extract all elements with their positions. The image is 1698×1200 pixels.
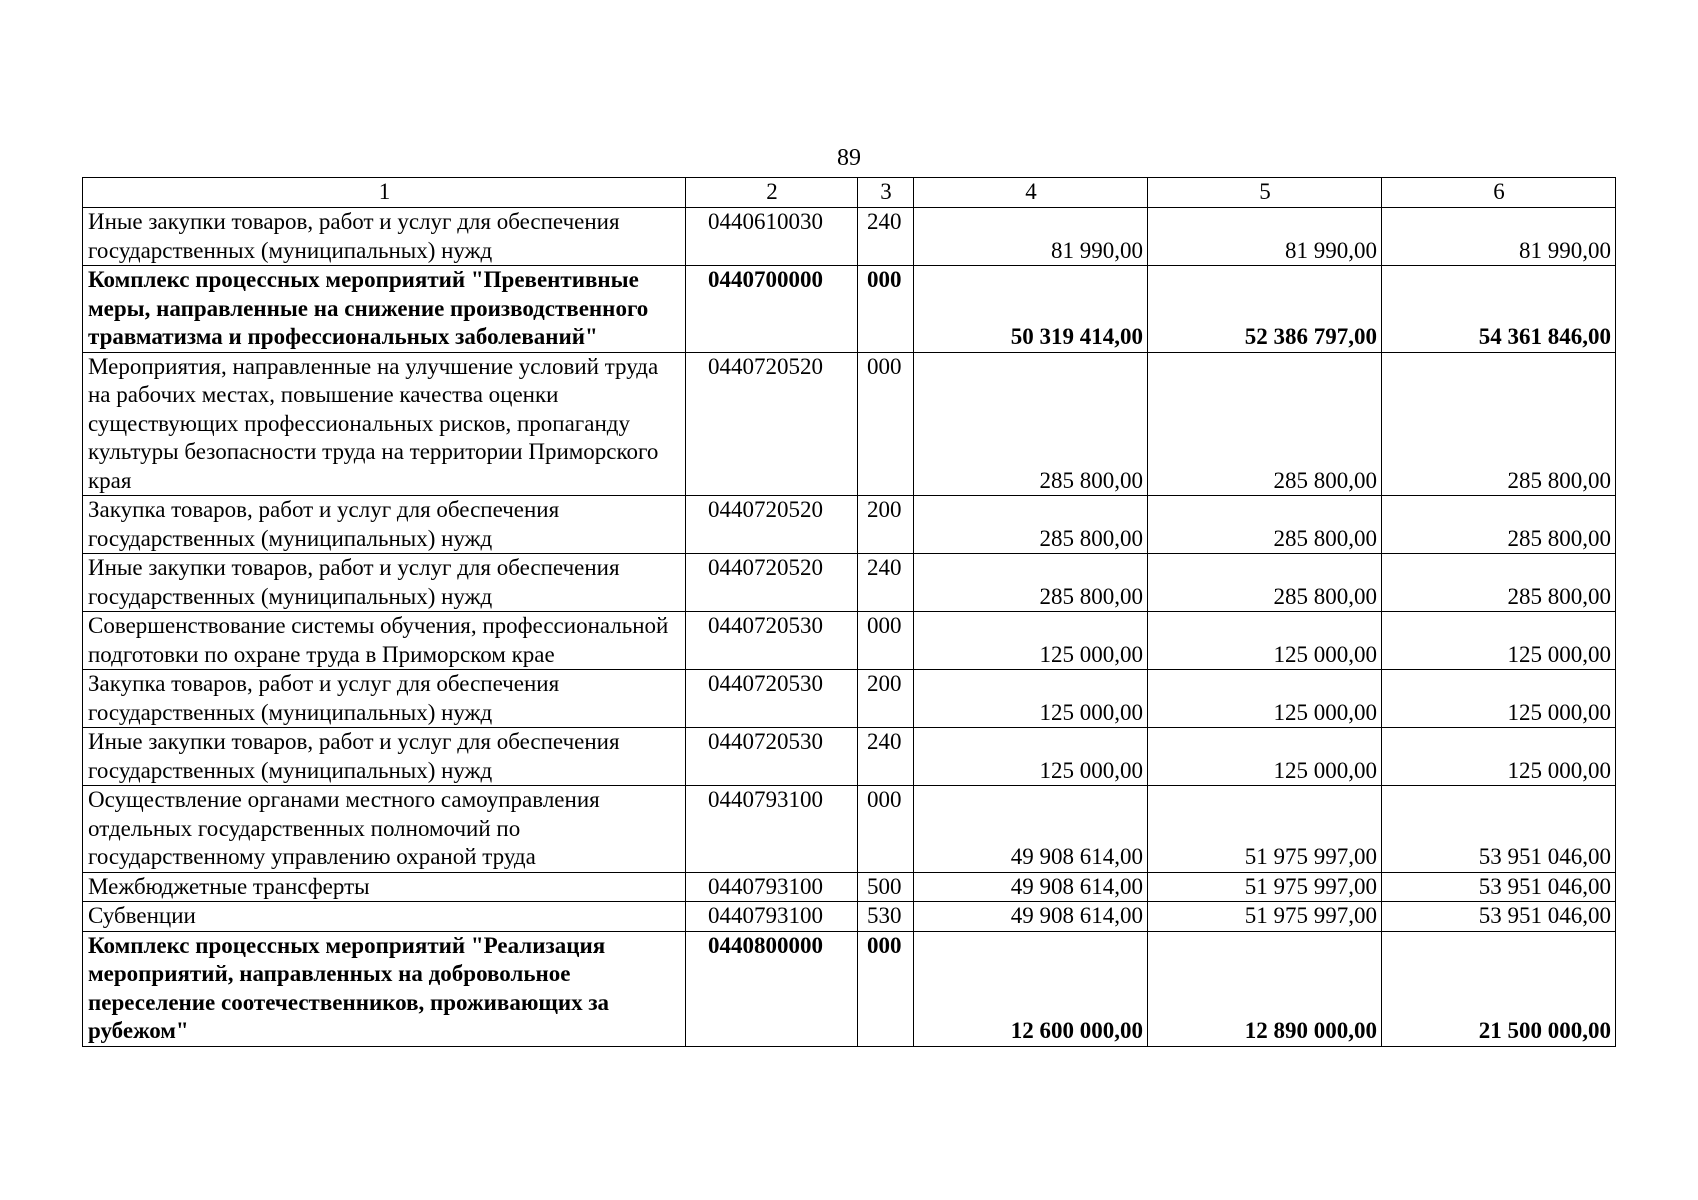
row-amount-3: 125 000,00 [1382, 728, 1616, 786]
row-amount-1: 49 908 614,00 [914, 786, 1148, 873]
row-name: Межбюджетные трансферты [83, 872, 686, 902]
row-type: 240 [858, 554, 914, 612]
column-header-2: 2 [686, 178, 858, 208]
row-name: Закупка товаров, работ и услуг для обеспечения государственных (муниципальных) нужд [83, 670, 686, 728]
row-amount-3: 53 951 046,00 [1382, 786, 1616, 873]
row-amount-3: 125 000,00 [1382, 670, 1616, 728]
row-amount-1: 49 908 614,00 [914, 872, 1148, 902]
header-row [83, 178, 1616, 208]
row-code: 0440720530 [686, 670, 858, 728]
row-amount-1: 12 600 000,00 [914, 931, 1148, 1046]
table-row [83, 670, 1616, 728]
row-code: 0440793100 [686, 786, 858, 873]
row-type: 000 [858, 612, 914, 670]
table-row [83, 352, 1616, 496]
table-row [83, 612, 1616, 670]
row-name: Совершенствование системы обучения, профессиональной подготовки по охране труда в Приморском крае [83, 612, 686, 670]
table-row [83, 728, 1616, 786]
row-name: Иные закупки товаров, работ и услуг для обеспечения государственных (муниципальных) нужд [83, 728, 686, 786]
table-row [83, 208, 1616, 266]
column-header-4: 4 [914, 178, 1148, 208]
row-amount-3: 285 800,00 [1382, 352, 1616, 496]
row-amount-2: 125 000,00 [1148, 612, 1382, 670]
row-type: 000 [858, 352, 914, 496]
row-amount-2: 81 990,00 [1148, 208, 1382, 266]
table-row [83, 872, 1616, 902]
row-amount-2: 125 000,00 [1148, 670, 1382, 728]
row-amount-3: 54 361 846,00 [1382, 266, 1616, 353]
row-amount-3: 53 951 046,00 [1382, 902, 1616, 932]
column-header-5: 5 [1148, 178, 1382, 208]
row-code: 0440793100 [686, 872, 858, 902]
row-amount-3: 81 990,00 [1382, 208, 1616, 266]
row-type: 500 [858, 872, 914, 902]
row-name: Субвенции [83, 902, 686, 932]
row-amount-2: 12 890 000,00 [1148, 931, 1382, 1046]
row-code: 0440720520 [686, 352, 858, 496]
row-code: 0440700000 [686, 266, 858, 353]
row-type: 530 [858, 902, 914, 932]
table-row [83, 902, 1616, 932]
row-type: 000 [858, 266, 914, 353]
row-name: Иные закупки товаров, работ и услуг для обеспечения государственных (муниципальных) нужд [83, 208, 686, 266]
table-row [83, 496, 1616, 554]
column-header-1: 1 [83, 178, 686, 208]
row-amount-2: 285 800,00 [1148, 496, 1382, 554]
row-code: 0440720530 [686, 728, 858, 786]
row-name: Осуществление органами местного самоуправления отдельных государственных полномочий по государственному управлению охраной труда [83, 786, 686, 873]
page-number: 89 [837, 145, 861, 171]
table-row [83, 266, 1616, 353]
row-amount-1: 81 990,00 [914, 208, 1148, 266]
row-name: Мероприятия, направленные на улучшение условий труда на рабочих местах, повышение качества оценки существующих профессиональных рисков, пропаганду культуры безопасности труда на территории Приморского края [83, 352, 686, 496]
row-amount-1: 125 000,00 [914, 670, 1148, 728]
row-amount-2: 51 975 997,00 [1148, 902, 1382, 932]
row-code: 0440720530 [686, 612, 858, 670]
row-type: 000 [858, 931, 914, 1046]
row-amount-1: 125 000,00 [914, 612, 1148, 670]
row-type: 240 [858, 728, 914, 786]
column-header-3: 3 [858, 178, 914, 208]
budget-table [82, 177, 1616, 1047]
row-amount-1: 50 319 414,00 [914, 266, 1148, 353]
row-amount-3: 53 951 046,00 [1382, 872, 1616, 902]
table-row [83, 931, 1616, 1046]
row-type: 200 [858, 670, 914, 728]
row-amount-1: 285 800,00 [914, 496, 1148, 554]
table-row [83, 786, 1616, 873]
row-amount-2: 285 800,00 [1148, 554, 1382, 612]
row-amount-3: 125 000,00 [1382, 612, 1616, 670]
row-type: 000 [858, 786, 914, 873]
row-type: 200 [858, 496, 914, 554]
row-amount-2: 51 975 997,00 [1148, 872, 1382, 902]
table-row [83, 554, 1616, 612]
row-amount-1: 125 000,00 [914, 728, 1148, 786]
row-name: Комплекс процессных мероприятий "Реализация мероприятий, направленных на добровольное переселение соотечественников, проживающих за рубежом" [83, 931, 686, 1046]
row-amount-1: 285 800,00 [914, 352, 1148, 496]
row-name: Закупка товаров, работ и услуг для обеспечения государственных (муниципальных) нужд [83, 496, 686, 554]
row-code: 0440800000 [686, 931, 858, 1046]
row-amount-1: 285 800,00 [914, 554, 1148, 612]
row-amount-3: 285 800,00 [1382, 496, 1616, 554]
row-amount-3: 21 500 000,00 [1382, 931, 1616, 1046]
row-name: Комплекс процессных мероприятий "Превентивные меры, направленные на снижение производственного травматизма и профессиональных заболеваний" [83, 266, 686, 353]
row-amount-2: 52 386 797,00 [1148, 266, 1382, 353]
row-code: 0440720520 [686, 496, 858, 554]
row-amount-1: 49 908 614,00 [914, 902, 1148, 932]
row-type: 240 [858, 208, 914, 266]
row-name: Иные закупки товаров, работ и услуг для обеспечения государственных (муниципальных) нужд [83, 554, 686, 612]
row-amount-2: 125 000,00 [1148, 728, 1382, 786]
row-amount-3: 285 800,00 [1382, 554, 1616, 612]
column-header-6: 6 [1382, 178, 1616, 208]
row-code: 0440610030 [686, 208, 858, 266]
row-amount-2: 285 800,00 [1148, 352, 1382, 496]
row-amount-2: 51 975 997,00 [1148, 786, 1382, 873]
row-code: 0440793100 [686, 902, 858, 932]
row-code: 0440720520 [686, 554, 858, 612]
